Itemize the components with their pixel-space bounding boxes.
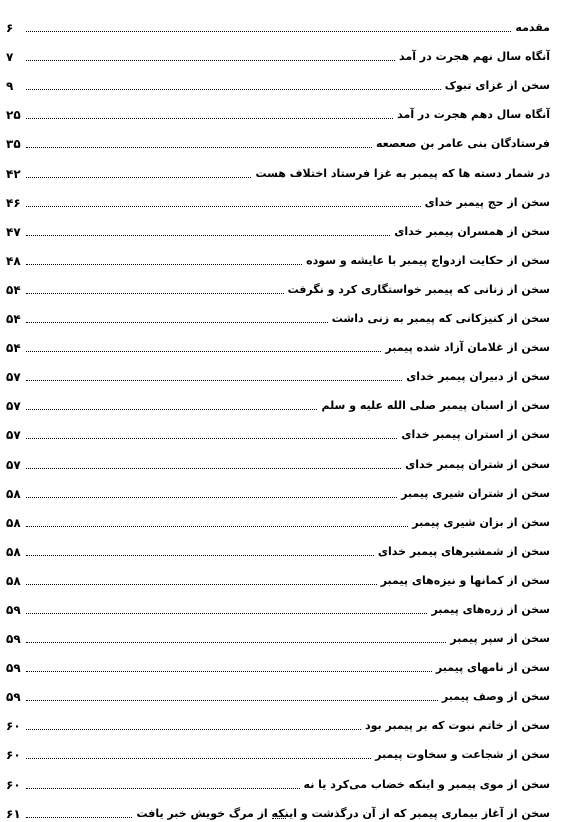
toc-dot-leader [26, 584, 377, 585]
toc-entry[interactable] [6, 327, 550, 356]
toc-entry[interactable] [6, 705, 550, 734]
toc-entry-page: ۶۰ [6, 719, 21, 734]
toc-dot-leader [26, 206, 421, 207]
toc-dot-leader [26, 438, 397, 439]
toc-dot-leader [26, 526, 408, 527]
toc-entry-title: سخن از موی پیمبر و اینکه خضاب می‌کرد یا نه [303, 777, 550, 791]
toc-dot-leader [26, 177, 251, 178]
toc-entry-title: سخن از حکایت ازدواج پیمبر با عایشه و سوده [306, 253, 550, 267]
table-of-contents [6, 7, 550, 822]
toc-entry[interactable] [6, 385, 550, 414]
toc-entry-page: ۴۸ [6, 253, 21, 268]
page-number-mark [272, 815, 286, 819]
toc-entry-page: ۴۶ [6, 195, 21, 210]
toc-entry-title: سخن از غلامان آزاد شده پیمبر [385, 341, 550, 355]
toc-entry-page: ۵۷ [6, 370, 21, 385]
toc-dot-leader [26, 351, 381, 352]
toc-entry-title: سخن از کمانها و نیزه‌های پیمبر [380, 573, 550, 587]
toc-entry[interactable] [6, 618, 550, 647]
toc-entry-title: آنگاه سال دهم هجرت در آمد [397, 108, 550, 122]
toc-entry[interactable] [6, 502, 550, 531]
toc-dot-leader [26, 555, 374, 556]
toc-dot-leader [26, 31, 511, 32]
toc-dot-leader [26, 147, 372, 148]
toc-entry-page: ۶۰ [6, 777, 21, 792]
toc-dot-leader [26, 264, 302, 265]
toc-entry-page: ۵۴ [6, 312, 21, 327]
toc-entry-page: ۵۷ [6, 428, 21, 443]
toc-dot-leader [26, 671, 432, 672]
toc-entry-page: ۳۵ [6, 137, 21, 152]
toc-entry-page: ۵۹ [6, 661, 21, 676]
toc-entry-page: ۴۲ [6, 166, 21, 181]
toc-entry-page: ۵۹ [6, 690, 21, 705]
toc-entry-title: در شمار دسته ها که پیمبر به غزا فرستاد اختلاف هست [255, 166, 550, 180]
toc-entry-page: ۵۷ [6, 457, 21, 472]
toc-entry[interactable] [6, 240, 550, 269]
toc-entry[interactable] [6, 734, 550, 763]
toc-entry-title: سخن از وصف پیمبر [441, 690, 550, 704]
toc-dot-leader [26, 817, 132, 818]
toc-dot-leader [26, 60, 395, 61]
toc-entry-title: سخن از سپر پیمبر [450, 632, 550, 646]
toc-entry[interactable] [6, 356, 550, 385]
toc-entry[interactable] [6, 560, 550, 589]
toc-entry[interactable] [6, 298, 550, 327]
toc-entry[interactable] [6, 36, 550, 65]
toc-entry-title: سخن از بزان شیری پیمبر [412, 515, 550, 529]
toc-entry-title: سخن از همسران پیمبر خدای [394, 224, 550, 238]
toc-entry[interactable] [6, 647, 550, 676]
toc-entry-title: سخن از اسبان پیمبر صلی الله علیه و سلم [321, 399, 550, 413]
toc-entry-title: سخن از حج پیمبر خدای [424, 195, 550, 209]
toc-dot-leader [26, 729, 361, 730]
toc-dot-leader [26, 642, 446, 643]
toc-entry-title: مقدمه [515, 21, 550, 35]
toc-dot-leader [26, 468, 401, 469]
toc-entry[interactable] [6, 152, 550, 181]
toc-entry-title: سخن از استران پیمبر خدای [401, 428, 550, 442]
toc-entry[interactable] [6, 676, 550, 705]
toc-dot-leader [26, 613, 427, 614]
toc-entry-title: سخن از شتران پیمبر خدای [405, 457, 550, 471]
toc-entry-page: ۶۱ [6, 806, 21, 821]
toc-entry-title: سخن از غزای تبوک [444, 79, 550, 93]
toc-entry-page: ۴۷ [6, 224, 21, 239]
toc-dot-leader [26, 409, 317, 410]
toc-dot-leader [26, 758, 371, 759]
toc-entry-page: ۵۹ [6, 632, 21, 647]
toc-entry-page: ۹ [6, 79, 14, 94]
toc-dot-leader [26, 380, 402, 381]
toc-entry[interactable] [6, 589, 550, 618]
toc-entry-title: سخن از کنیزکانی که پیمبر به زنی داشت [331, 312, 550, 326]
toc-entry-title: سخن از خاتم نبوت که بر پیمبر بود [365, 719, 550, 733]
toc-entry-page: ۷ [6, 50, 14, 65]
toc-dot-leader [26, 788, 300, 789]
toc-entry-title: سخن از شجاعت و سخاوت پیمبر [375, 748, 550, 762]
toc-entry[interactable] [6, 531, 550, 560]
toc-entry-title: فرستادگان بنی عامر بن صعصعه [376, 137, 550, 151]
toc-entry-page: ۵۷ [6, 399, 21, 414]
toc-entry[interactable] [6, 65, 550, 94]
toc-entry-page: ۶ [6, 21, 14, 36]
toc-entry-page: ۵۸ [6, 486, 21, 501]
toc-dot-leader [26, 497, 397, 498]
toc-entry-page: ۵۴ [6, 341, 21, 356]
toc-entry[interactable] [6, 763, 550, 792]
toc-dot-leader [26, 322, 328, 323]
toc-entry[interactable] [6, 94, 550, 123]
toc-entry-page: ۵۸ [6, 573, 21, 588]
toc-entry[interactable] [6, 182, 550, 211]
toc-entry-title: سخن از زنانی که پیمبر خواستگاری کرد و نگرفت [287, 282, 550, 296]
toc-entry-page: ۲۵ [6, 108, 21, 123]
toc-dot-leader [26, 235, 390, 236]
toc-entry-title: سخن از آغاز بیماری پیمبر که از آن درگذشت و اینکه از مرگ خویش خبر یافت [136, 806, 550, 820]
toc-entry-page: ۵۴ [6, 282, 21, 297]
toc-entry-title: سخن از زره‌های پیمبر [431, 602, 550, 616]
toc-dot-leader [26, 118, 393, 119]
toc-dot-leader [26, 293, 284, 294]
toc-entry[interactable] [6, 7, 550, 36]
toc-entry[interactable] [6, 414, 550, 443]
toc-entry[interactable] [6, 123, 550, 152]
toc-entry[interactable] [6, 473, 550, 502]
toc-entry-title: سخن از شتران شیری پیمبر [401, 486, 550, 500]
toc-entry[interactable] [6, 269, 550, 298]
toc-entry-title: آنگاه سال نهم هجرت در آمد [399, 50, 550, 64]
toc-entry-title: سخن از نامهای پیمبر [435, 661, 550, 675]
toc-entry-title: سخن از دبیران پیمبر خدای [406, 370, 550, 384]
toc-entry-title: سخن از شمشیرهای پیمبر خدای [377, 544, 550, 558]
toc-dot-leader [26, 700, 438, 701]
toc-entry-page: ۶۰ [6, 748, 21, 763]
toc-entry-page: ۵۹ [6, 602, 21, 617]
toc-entry-page: ۵۸ [6, 544, 21, 559]
toc-dot-leader [26, 89, 441, 90]
toc-entry-page: ۵۸ [6, 515, 21, 530]
toc-entry[interactable] [6, 443, 550, 472]
toc-entry[interactable] [6, 211, 550, 240]
